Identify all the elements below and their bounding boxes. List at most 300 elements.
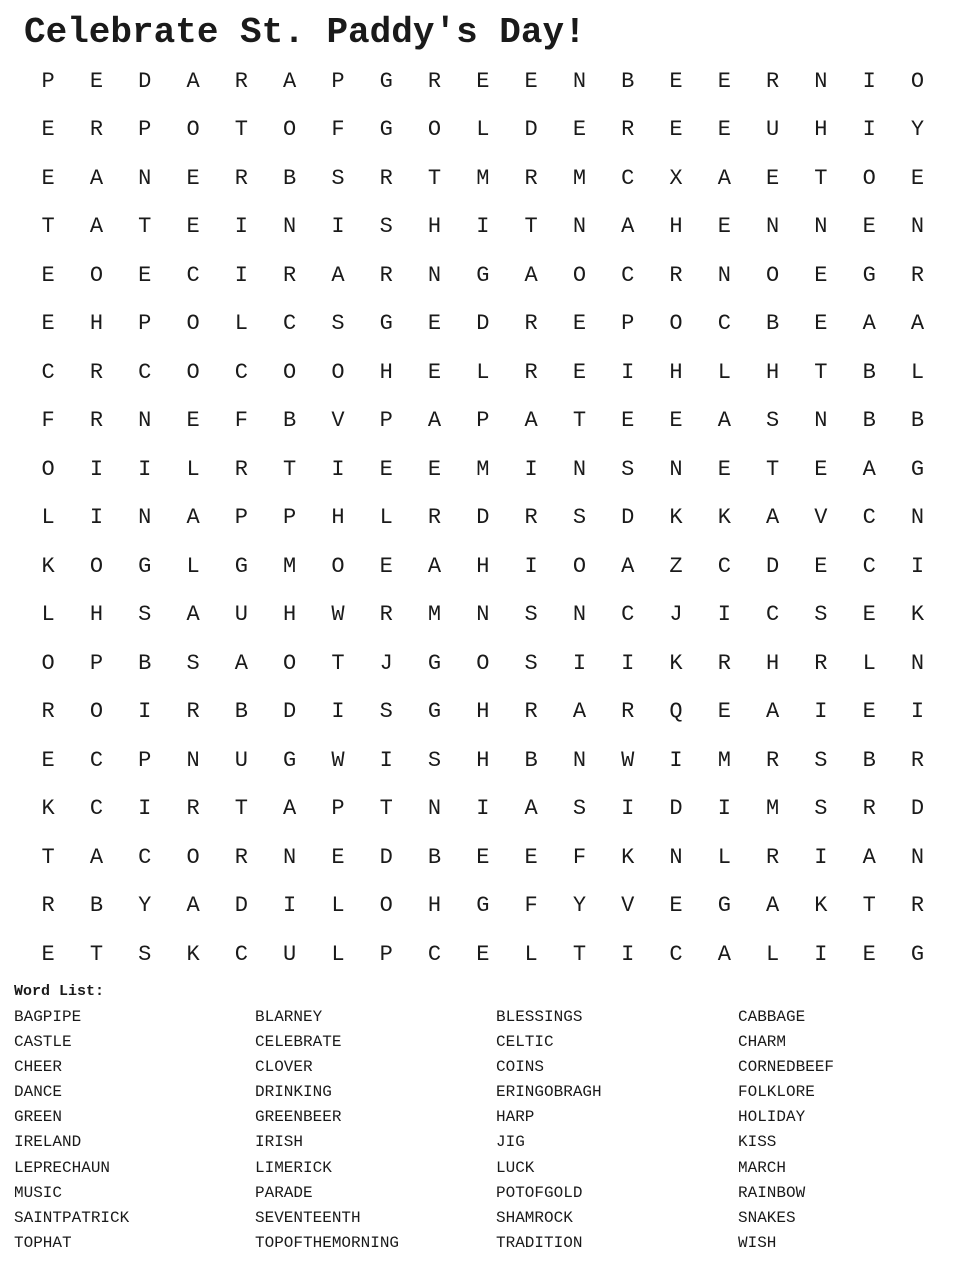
grid-letter[interactable]: D: [910, 796, 925, 822]
grid-letter[interactable]: I: [862, 117, 876, 143]
grid-letter[interactable]: N: [910, 650, 925, 676]
grid-letter[interactable]: I: [621, 359, 635, 385]
grid-letter[interactable]: G: [717, 893, 731, 919]
grid-letter[interactable]: L: [717, 359, 731, 385]
grid-letter[interactable]: R: [717, 650, 731, 676]
grid-letter[interactable]: A: [524, 408, 538, 434]
grid-letter[interactable]: Y: [910, 117, 925, 143]
grid-letter[interactable]: L: [186, 553, 200, 579]
grid-letter[interactable]: L: [476, 117, 490, 143]
grid-letter[interactable]: T: [862, 893, 876, 919]
grid-letter[interactable]: E: [138, 262, 152, 288]
grid-letter[interactable]: O: [186, 844, 200, 870]
grid-letter[interactable]: A: [89, 165, 104, 191]
grid-letter[interactable]: E: [717, 699, 731, 725]
grid-letter[interactable]: I: [910, 553, 925, 579]
grid-letter[interactable]: M: [766, 796, 780, 822]
grid-letter[interactable]: T: [234, 117, 248, 143]
grid-letter[interactable]: H: [427, 214, 442, 240]
grid-letter[interactable]: K: [814, 893, 828, 919]
grid-letter[interactable]: E: [427, 456, 442, 482]
grid-letter[interactable]: E: [379, 553, 393, 579]
grid-letter[interactable]: L: [234, 311, 248, 337]
grid-letter[interactable]: O: [186, 311, 200, 337]
grid-letter[interactable]: E: [427, 359, 442, 385]
grid-letter[interactable]: N: [572, 747, 587, 773]
grid-letter[interactable]: K: [717, 505, 731, 531]
grid-letter[interactable]: O: [186, 359, 200, 385]
grid-letter[interactable]: A: [766, 893, 780, 919]
grid-letter[interactable]: H: [766, 650, 780, 676]
grid-letter[interactable]: A: [621, 214, 635, 240]
grid-letter[interactable]: O: [669, 311, 683, 337]
grid-letter[interactable]: B: [766, 311, 780, 337]
grid-letter[interactable]: N: [283, 214, 297, 240]
grid-letter[interactable]: C: [717, 553, 731, 579]
grid-letter[interactable]: D: [234, 893, 248, 919]
grid-letter[interactable]: I: [669, 747, 683, 773]
grid-letter[interactable]: A: [186, 505, 200, 531]
grid-letter[interactable]: D: [476, 311, 490, 337]
grid-letter[interactable]: A: [283, 796, 297, 822]
grid-letter[interactable]: T: [427, 165, 442, 191]
grid-letter[interactable]: S: [814, 747, 828, 773]
grid-letter[interactable]: F: [331, 117, 345, 143]
grid-letter[interactable]: U: [766, 117, 780, 143]
grid-letter[interactable]: G: [379, 311, 393, 337]
grid-letter[interactable]: G: [476, 262, 490, 288]
grid-letter[interactable]: O: [766, 262, 780, 288]
grid-letter[interactable]: C: [766, 602, 780, 628]
grid-letter[interactable]: S: [331, 165, 345, 191]
grid-letter[interactable]: R: [910, 893, 925, 919]
grid-letter[interactable]: A: [862, 311, 876, 337]
grid-letter[interactable]: W: [621, 747, 635, 773]
grid-letter[interactable]: T: [331, 650, 345, 676]
grid-letter[interactable]: A: [331, 262, 345, 288]
grid-letter[interactable]: B: [524, 747, 538, 773]
grid-letter[interactable]: C: [186, 262, 200, 288]
grid-letter[interactable]: A: [524, 262, 538, 288]
grid-letter[interactable]: E: [89, 68, 104, 94]
grid-letter[interactable]: M: [427, 602, 442, 628]
grid-letter[interactable]: I: [524, 553, 538, 579]
grid-letter[interactable]: I: [814, 941, 828, 967]
grid-letter[interactable]: C: [862, 505, 876, 531]
grid-letter[interactable]: C: [427, 941, 442, 967]
grid-letter[interactable]: U: [234, 747, 248, 773]
grid-letter[interactable]: T: [138, 214, 152, 240]
grid-letter[interactable]: R: [766, 747, 780, 773]
grid-letter[interactable]: S: [427, 747, 442, 773]
grid-letter[interactable]: W: [331, 747, 345, 773]
grid-letter[interactable]: E: [41, 311, 55, 337]
grid-letter[interactable]: O: [283, 650, 297, 676]
grid-letter[interactable]: P: [476, 408, 490, 434]
grid-letter[interactable]: E: [476, 941, 490, 967]
grid-letter[interactable]: S: [331, 311, 345, 337]
grid-letter[interactable]: G: [234, 553, 248, 579]
grid-letter[interactable]: O: [476, 650, 490, 676]
grid-letter[interactable]: P: [379, 941, 393, 967]
grid-letter[interactable]: D: [524, 117, 538, 143]
grid-letter[interactable]: O: [572, 553, 587, 579]
grid-letter[interactable]: B: [89, 893, 104, 919]
grid-letter[interactable]: R: [283, 262, 297, 288]
grid-letter[interactable]: E: [862, 214, 876, 240]
grid-letter[interactable]: O: [89, 553, 104, 579]
grid-letter[interactable]: T: [379, 796, 393, 822]
grid-letter[interactable]: A: [427, 408, 442, 434]
grid-letter[interactable]: A: [717, 941, 731, 967]
grid-letter[interactable]: A: [186, 893, 200, 919]
grid-letter[interactable]: K: [41, 553, 55, 579]
grid-letter[interactable]: A: [862, 844, 876, 870]
grid-letter[interactable]: H: [669, 359, 683, 385]
grid-letter[interactable]: H: [427, 893, 442, 919]
grid-letter[interactable]: A: [427, 553, 442, 579]
grid-letter[interactable]: K: [669, 505, 683, 531]
grid-letter[interactable]: E: [572, 117, 587, 143]
grid-letter[interactable]: I: [814, 844, 828, 870]
grid-letter[interactable]: C: [621, 602, 635, 628]
grid-letter[interactable]: I: [717, 602, 731, 628]
grid-letter[interactable]: N: [427, 796, 442, 822]
grid-letter[interactable]: E: [862, 699, 876, 725]
grid-letter[interactable]: B: [234, 699, 248, 725]
grid-letter[interactable]: P: [138, 117, 152, 143]
grid-letter[interactable]: A: [89, 844, 104, 870]
grid-letter[interactable]: P: [41, 68, 55, 94]
grid-letter[interactable]: V: [814, 505, 828, 531]
grid-letter[interactable]: E: [717, 68, 731, 94]
grid-letter[interactable]: U: [234, 602, 248, 628]
grid-letter[interactable]: E: [814, 456, 828, 482]
grid-letter[interactable]: S: [766, 408, 780, 434]
grid-letter[interactable]: R: [89, 117, 104, 143]
grid-letter[interactable]: G: [910, 941, 925, 967]
grid-letter[interactable]: L: [717, 844, 731, 870]
grid-letter[interactable]: O: [379, 893, 393, 919]
grid-letter[interactable]: G: [427, 699, 442, 725]
grid-letter[interactable]: B: [621, 68, 635, 94]
grid-letter[interactable]: S: [572, 796, 587, 822]
grid-letter[interactable]: J: [379, 650, 393, 676]
grid-letter[interactable]: E: [524, 68, 538, 94]
grid-letter[interactable]: A: [524, 796, 538, 822]
grid-letter[interactable]: O: [572, 262, 587, 288]
grid-letter[interactable]: K: [669, 650, 683, 676]
grid-letter[interactable]: I: [524, 456, 538, 482]
grid-letter[interactable]: C: [621, 262, 635, 288]
grid-letter[interactable]: P: [379, 408, 393, 434]
grid-letter[interactable]: E: [814, 553, 828, 579]
grid-letter[interactable]: R: [234, 456, 248, 482]
grid-letter[interactable]: C: [89, 747, 104, 773]
grid-letter[interactable]: I: [476, 796, 490, 822]
grid-letter[interactable]: I: [621, 796, 635, 822]
grid-letter[interactable]: O: [283, 359, 297, 385]
grid-letter[interactable]: P: [331, 68, 345, 94]
grid-letter[interactable]: L: [524, 941, 538, 967]
grid-letter[interactable]: L: [766, 941, 780, 967]
grid-letter[interactable]: E: [476, 68, 490, 94]
grid-letter[interactable]: E: [669, 117, 683, 143]
grid-letter[interactable]: E: [814, 311, 828, 337]
grid-letter[interactable]: D: [379, 844, 393, 870]
grid-letter[interactable]: E: [621, 408, 635, 434]
grid-letter[interactable]: O: [283, 117, 297, 143]
grid-letter[interactable]: H: [476, 699, 490, 725]
grid-letter[interactable]: N: [138, 408, 152, 434]
grid-letter[interactable]: E: [186, 408, 200, 434]
grid-letter[interactable]: E: [331, 844, 345, 870]
grid-letter[interactable]: R: [427, 68, 442, 94]
grid-letter[interactable]: N: [910, 214, 925, 240]
grid-letter[interactable]: N: [669, 844, 683, 870]
grid-letter[interactable]: B: [283, 408, 297, 434]
grid-letter[interactable]: R: [766, 844, 780, 870]
grid-letter[interactable]: A: [717, 408, 731, 434]
grid-letter[interactable]: S: [138, 941, 152, 967]
grid-letter[interactable]: C: [717, 311, 731, 337]
grid-letter[interactable]: L: [862, 650, 876, 676]
grid-letter[interactable]: Z: [669, 553, 683, 579]
grid-letter[interactable]: T: [766, 456, 780, 482]
grid-letter[interactable]: V: [331, 408, 345, 434]
grid-letter[interactable]: E: [186, 214, 200, 240]
grid-letter[interactable]: O: [89, 262, 104, 288]
grid-letter[interactable]: E: [41, 747, 55, 773]
grid-letter[interactable]: F: [41, 408, 55, 434]
grid-letter[interactable]: I: [621, 941, 635, 967]
grid-letter[interactable]: N: [669, 456, 683, 482]
grid-letter[interactable]: N: [572, 68, 587, 94]
grid-letter[interactable]: R: [814, 650, 828, 676]
grid-letter[interactable]: H: [814, 117, 828, 143]
grid-letter[interactable]: B: [862, 359, 876, 385]
grid-letter[interactable]: E: [862, 941, 876, 967]
grid-letter[interactable]: N: [910, 844, 925, 870]
grid-letter[interactable]: B: [138, 650, 152, 676]
grid-letter[interactable]: R: [186, 699, 200, 725]
grid-letter[interactable]: L: [331, 893, 345, 919]
grid-letter[interactable]: E: [572, 311, 587, 337]
grid-letter[interactable]: C: [89, 796, 104, 822]
grid-letter[interactable]: E: [669, 68, 683, 94]
grid-letter[interactable]: N: [572, 214, 587, 240]
grid-letter[interactable]: O: [427, 117, 442, 143]
grid-letter[interactable]: N: [766, 214, 780, 240]
grid-letter[interactable]: L: [331, 941, 345, 967]
grid-letter[interactable]: E: [41, 117, 55, 143]
grid-letter[interactable]: F: [524, 893, 538, 919]
grid-letter[interactable]: K: [621, 844, 635, 870]
grid-letter[interactable]: I: [572, 650, 587, 676]
grid-letter[interactable]: I: [331, 214, 345, 240]
grid-letter[interactable]: A: [766, 505, 780, 531]
grid-letter[interactable]: N: [476, 602, 490, 628]
grid-letter[interactable]: N: [814, 214, 828, 240]
grid-letter[interactable]: A: [717, 165, 731, 191]
grid-letter[interactable]: E: [910, 165, 925, 191]
grid-letter[interactable]: T: [234, 796, 248, 822]
grid-letter[interactable]: S: [379, 214, 393, 240]
grid-letter[interactable]: L: [41, 505, 55, 531]
grid-letter[interactable]: M: [572, 165, 587, 191]
grid-letter[interactable]: H: [89, 311, 104, 337]
grid-letter[interactable]: K: [910, 602, 925, 628]
grid-letter[interactable]: E: [572, 359, 587, 385]
grid-letter[interactable]: S: [524, 650, 538, 676]
grid-letter[interactable]: C: [138, 359, 152, 385]
grid-letter[interactable]: C: [234, 359, 248, 385]
grid-letter[interactable]: G: [379, 117, 393, 143]
grid-letter[interactable]: H: [283, 602, 297, 628]
grid-letter[interactable]: M: [283, 553, 297, 579]
grid-letter[interactable]: S: [138, 602, 152, 628]
grid-letter[interactable]: R: [862, 796, 876, 822]
grid-letter[interactable]: A: [283, 68, 297, 94]
grid-letter[interactable]: H: [669, 214, 683, 240]
grid-letter[interactable]: P: [89, 650, 104, 676]
grid-letter[interactable]: E: [476, 844, 490, 870]
grid-letter[interactable]: H: [766, 359, 780, 385]
grid-letter[interactable]: O: [331, 359, 345, 385]
grid-letter[interactable]: F: [572, 844, 587, 870]
grid-letter[interactable]: E: [766, 165, 780, 191]
grid-letter[interactable]: H: [476, 553, 490, 579]
grid-letter[interactable]: I: [331, 699, 345, 725]
grid-letter[interactable]: N: [283, 844, 297, 870]
grid-letter[interactable]: W: [331, 602, 345, 628]
grid-letter[interactable]: V: [621, 893, 635, 919]
grid-letter[interactable]: R: [234, 68, 248, 94]
grid-letter[interactable]: G: [910, 456, 925, 482]
grid-letter[interactable]: S: [814, 602, 828, 628]
grid-letter[interactable]: D: [621, 505, 635, 531]
grid-letter[interactable]: M: [476, 456, 490, 482]
grid-letter[interactable]: R: [186, 796, 200, 822]
grid-letter[interactable]: B: [862, 747, 876, 773]
grid-letter[interactable]: E: [717, 456, 731, 482]
grid-letter[interactable]: E: [524, 844, 538, 870]
grid-letter[interactable]: M: [476, 165, 490, 191]
grid-letter[interactable]: C: [138, 844, 152, 870]
grid-letter[interactable]: S: [524, 602, 538, 628]
grid-letter[interactable]: G: [476, 893, 490, 919]
grid-letter[interactable]: I: [331, 456, 345, 482]
grid-letter[interactable]: R: [910, 747, 925, 773]
grid-letter[interactable]: R: [621, 699, 635, 725]
grid-letter[interactable]: D: [669, 796, 683, 822]
grid-letter[interactable]: R: [669, 262, 683, 288]
grid-letter[interactable]: T: [814, 165, 828, 191]
grid-letter[interactable]: E: [862, 602, 876, 628]
grid-letter[interactable]: R: [910, 262, 925, 288]
grid-letter[interactable]: O: [89, 699, 104, 725]
grid-letter[interactable]: I: [234, 262, 248, 288]
grid-letter[interactable]: R: [524, 359, 538, 385]
grid-letter[interactable]: O: [862, 165, 876, 191]
grid-letter[interactable]: A: [862, 456, 876, 482]
grid-letter[interactable]: P: [283, 505, 297, 531]
grid-letter[interactable]: H: [331, 505, 345, 531]
grid-letter[interactable]: D: [476, 505, 490, 531]
grid-letter[interactable]: N: [427, 262, 442, 288]
grid-letter[interactable]: G: [283, 747, 297, 773]
grid-letter[interactable]: E: [669, 893, 683, 919]
grid-letter[interactable]: I: [910, 699, 925, 725]
grid-letter[interactable]: R: [234, 165, 248, 191]
grid-letter[interactable]: C: [41, 359, 55, 385]
grid-letter[interactable]: E: [427, 311, 442, 337]
grid-letter[interactable]: R: [379, 602, 393, 628]
grid-letter[interactable]: C: [283, 311, 297, 337]
grid-letter[interactable]: A: [910, 311, 925, 337]
grid-letter[interactable]: I: [862, 68, 876, 94]
grid-letter[interactable]: K: [186, 941, 200, 967]
grid-letter[interactable]: T: [572, 408, 587, 434]
grid-letter[interactable]: R: [234, 844, 248, 870]
grid-letter[interactable]: S: [186, 650, 200, 676]
grid-letter[interactable]: A: [766, 699, 780, 725]
grid-letter[interactable]: E: [41, 941, 55, 967]
grid-letter[interactable]: I: [379, 747, 393, 773]
grid-letter[interactable]: X: [669, 165, 683, 191]
grid-letter[interactable]: R: [524, 505, 538, 531]
grid-letter[interactable]: E: [814, 262, 828, 288]
grid-letter[interactable]: G: [427, 650, 442, 676]
grid-letter[interactable]: E: [717, 117, 731, 143]
grid-letter[interactable]: N: [186, 747, 200, 773]
grid-letter[interactable]: D: [283, 699, 297, 725]
grid-letter[interactable]: S: [572, 505, 587, 531]
grid-letter[interactable]: I: [89, 505, 104, 531]
grid-letter[interactable]: C: [621, 165, 635, 191]
grid-letter[interactable]: L: [186, 456, 200, 482]
grid-letter[interactable]: L: [476, 359, 490, 385]
grid-letter[interactable]: R: [427, 505, 442, 531]
grid-letter[interactable]: A: [234, 650, 248, 676]
grid-letter[interactable]: C: [862, 553, 876, 579]
grid-letter[interactable]: I: [621, 650, 635, 676]
grid-letter[interactable]: P: [234, 505, 248, 531]
grid-letter[interactable]: O: [186, 117, 200, 143]
grid-letter[interactable]: A: [89, 214, 104, 240]
grid-letter[interactable]: A: [621, 553, 635, 579]
grid-letter[interactable]: T: [89, 941, 104, 967]
grid-letter[interactable]: R: [379, 165, 393, 191]
grid-letter[interactable]: L: [910, 359, 925, 385]
grid-letter[interactable]: R: [524, 165, 538, 191]
grid-letter[interactable]: Q: [669, 699, 683, 725]
grid-letter[interactable]: I: [283, 893, 297, 919]
grid-letter[interactable]: C: [234, 941, 248, 967]
grid-letter[interactable]: M: [717, 747, 731, 773]
grid-letter[interactable]: E: [41, 165, 55, 191]
grid-letter[interactable]: J: [669, 602, 683, 628]
grid-letter[interactable]: A: [186, 602, 200, 628]
grid-letter[interactable]: B: [283, 165, 297, 191]
grid-letter[interactable]: N: [138, 505, 152, 531]
grid-letter[interactable]: R: [41, 699, 55, 725]
grid-letter[interactable]: O: [331, 553, 345, 579]
grid-letter[interactable]: E: [186, 165, 200, 191]
grid-letter[interactable]: R: [766, 68, 780, 94]
grid-letter[interactable]: T: [572, 941, 587, 967]
grid-letter[interactable]: S: [814, 796, 828, 822]
